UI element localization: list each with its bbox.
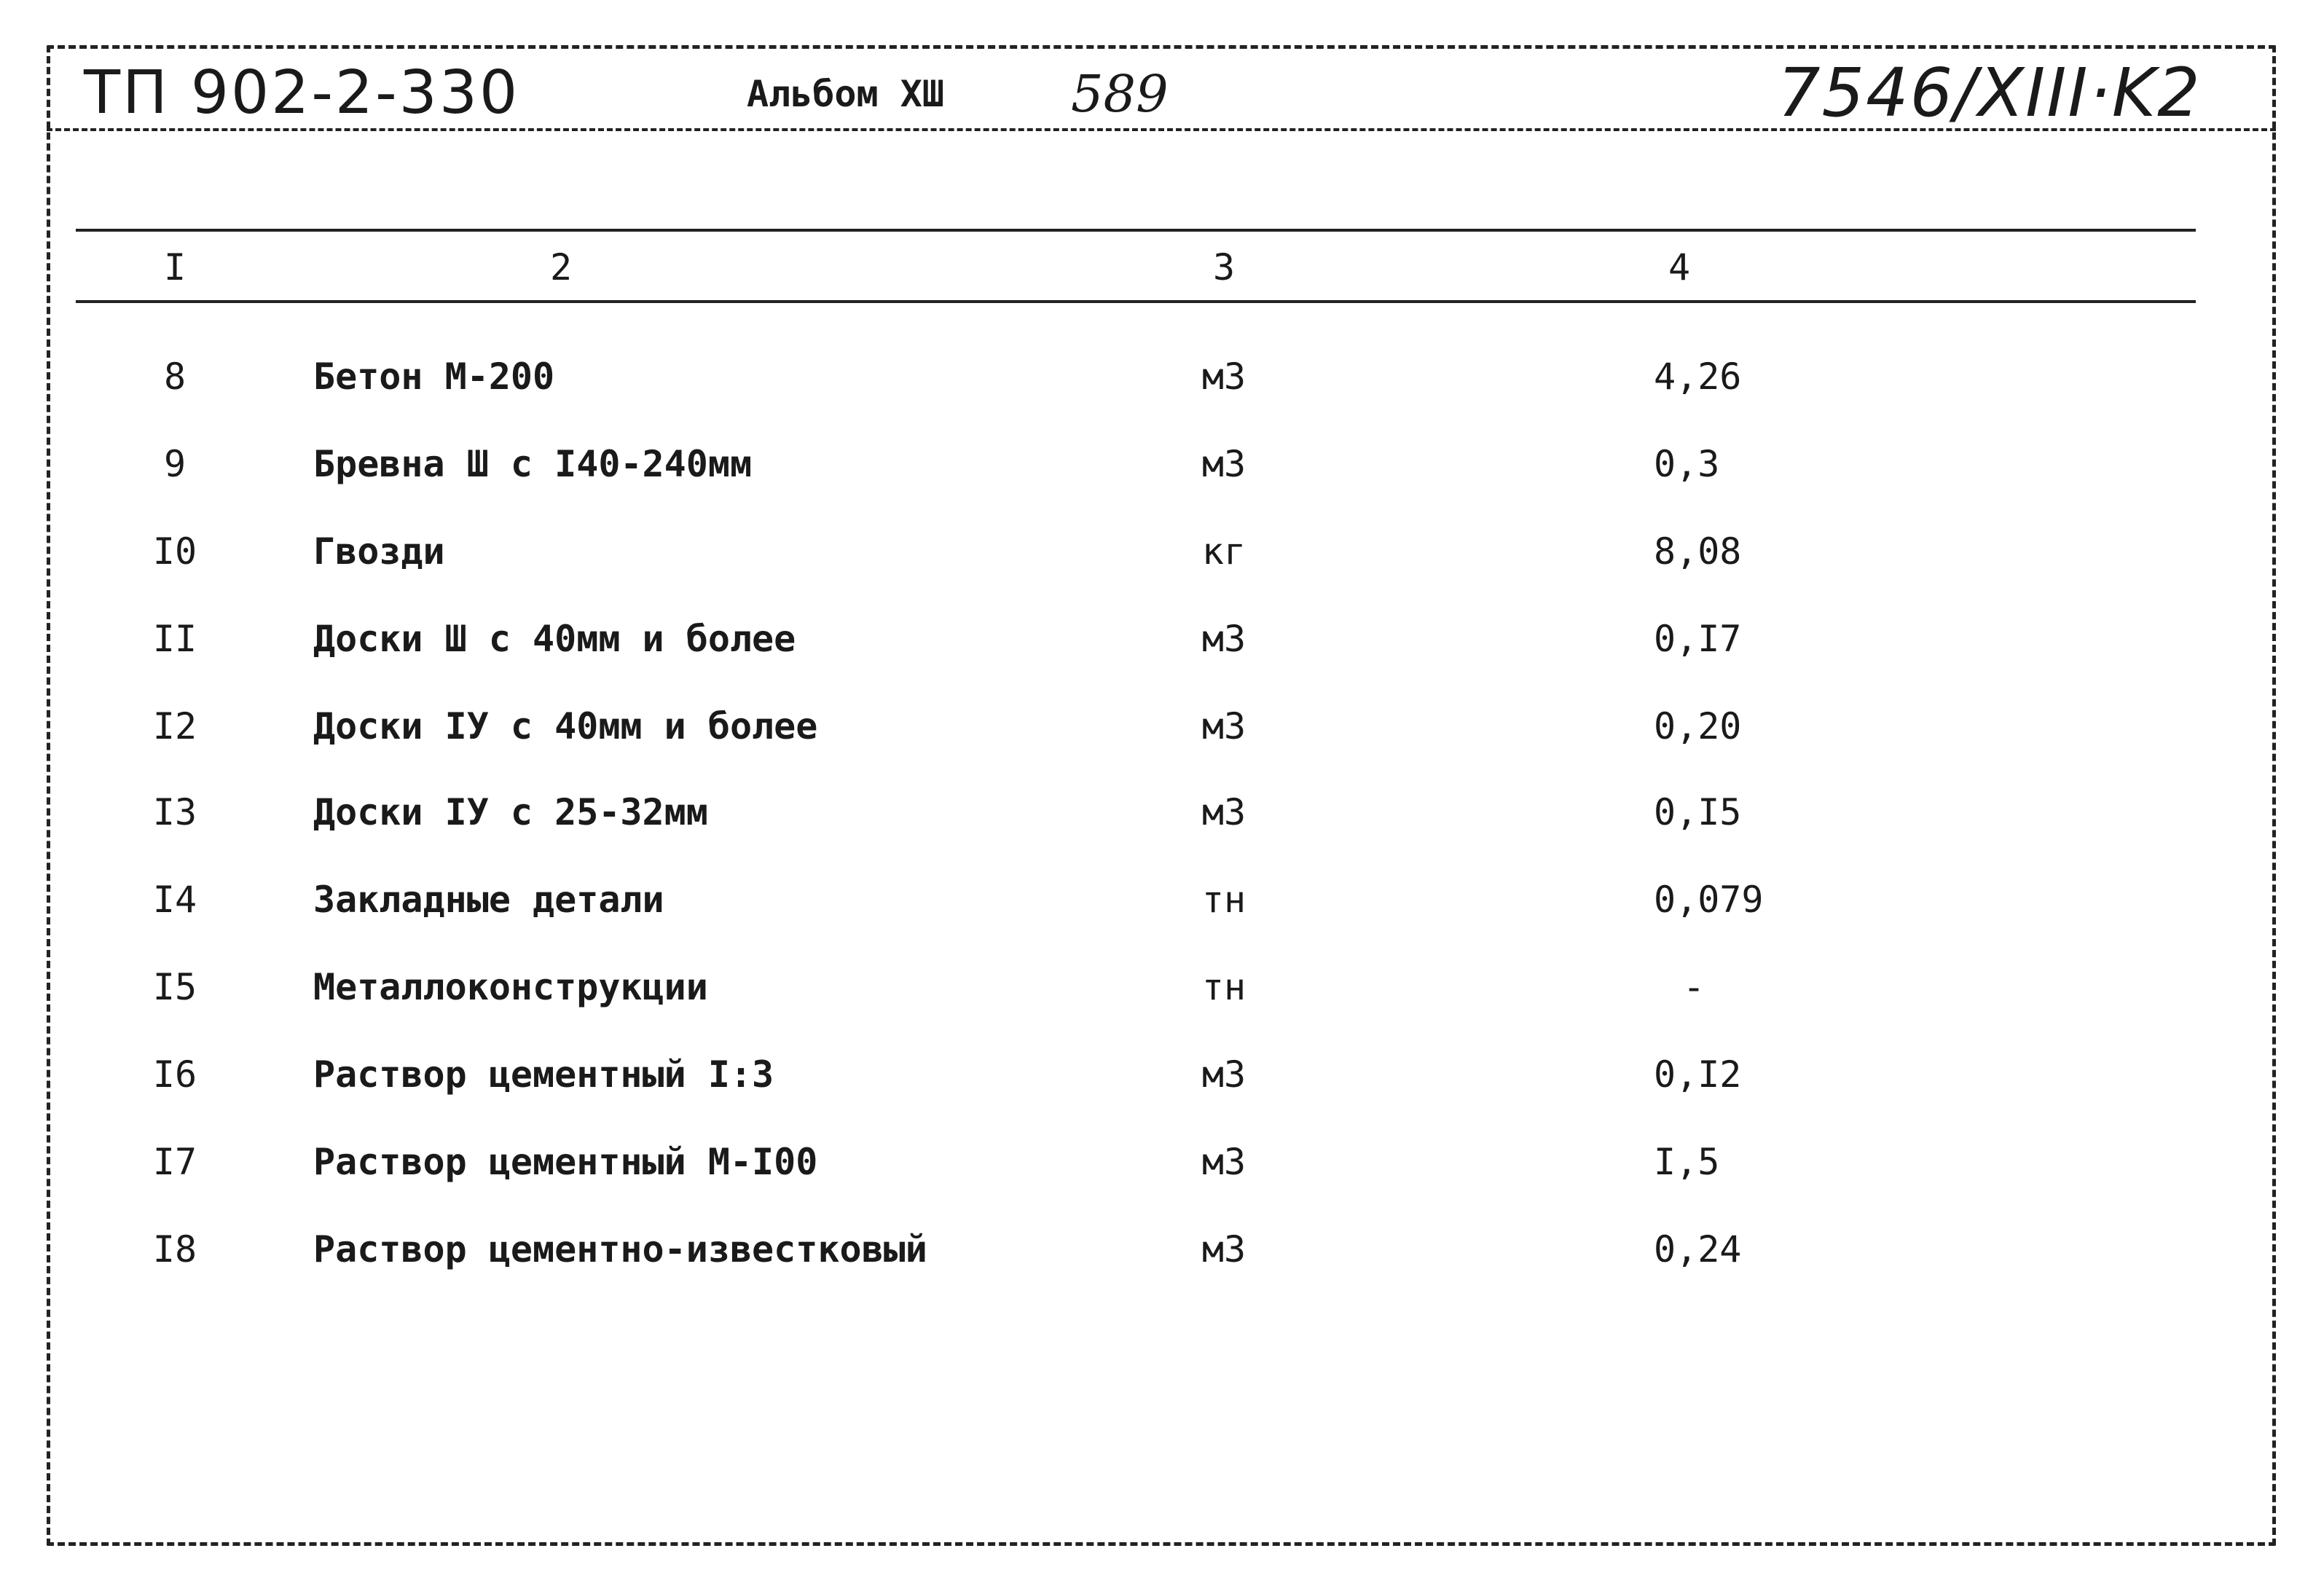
unit: кг	[1201, 530, 1247, 573]
unit: м3	[1201, 705, 1247, 747]
quantity: 8,08	[1654, 530, 1742, 573]
page-number: 589	[1071, 64, 1169, 124]
material-name: Бревна Ш с I40-240мм	[313, 443, 753, 485]
unit: м3	[1201, 791, 1247, 833]
quantity: 0,20	[1654, 705, 1742, 747]
material-name: Доски Ш с 40мм и более	[313, 618, 796, 660]
material-name: Доски IУ с 25-32мм	[313, 791, 708, 833]
quantity: 0,I2	[1654, 1053, 1742, 1096]
unit: м3	[1201, 356, 1247, 398]
row-number: I3	[152, 791, 197, 833]
quantity: 0,I7	[1654, 618, 1742, 660]
quantity: I,5	[1654, 1141, 1720, 1183]
row-number: I2	[152, 705, 197, 747]
column-header-2: 2	[549, 246, 573, 288]
album-label: Альбом XШ	[747, 73, 944, 115]
quantity: 0,079	[1654, 879, 1764, 921]
material-name: Раствор цементно-известковый	[313, 1228, 927, 1270]
unit: м3	[1201, 1228, 1247, 1270]
quantity: 0,3	[1654, 443, 1720, 485]
table-header-rule	[76, 300, 2196, 303]
quantity: 0,I5	[1654, 791, 1742, 833]
table-top-rule	[76, 229, 2196, 232]
unit: тн	[1201, 966, 1247, 1008]
unit: м3	[1201, 618, 1247, 660]
unit: м3	[1201, 443, 1247, 485]
row-number: I5	[152, 966, 197, 1008]
column-header-4: 4	[1668, 246, 1691, 288]
row-number: I6	[152, 1053, 197, 1096]
row-number: I7	[152, 1141, 197, 1183]
material-name: Закладные детали	[313, 879, 664, 921]
material-name: Раствор цементный I:3	[313, 1053, 774, 1096]
column-header-1: I	[163, 246, 187, 288]
material-name: Гвозди	[313, 530, 445, 573]
row-number: 8	[163, 356, 187, 398]
inventory-number: 7546/XIII·K2	[1778, 54, 2202, 132]
quantity: -	[1683, 966, 1705, 1008]
row-number: I8	[152, 1228, 197, 1270]
row-number: II	[152, 618, 197, 660]
quantity: 0,24	[1654, 1228, 1742, 1270]
material-name: Раствор цементный М-I00	[313, 1141, 818, 1183]
unit: м3	[1201, 1141, 1247, 1183]
row-number: I0	[152, 530, 197, 573]
unit: м3	[1201, 1053, 1247, 1096]
row-number: 9	[163, 443, 187, 485]
material-name: Металлоконструкции	[313, 966, 708, 1008]
project-code: ТП 902-2-330	[84, 58, 520, 127]
quantity: 4,26	[1654, 356, 1742, 398]
unit: тн	[1201, 879, 1247, 921]
material-name: Бетон М-200	[313, 356, 555, 398]
material-name: Доски IУ с 40мм и более	[313, 705, 818, 747]
row-number: I4	[152, 879, 197, 921]
column-header-3: 3	[1212, 246, 1236, 288]
